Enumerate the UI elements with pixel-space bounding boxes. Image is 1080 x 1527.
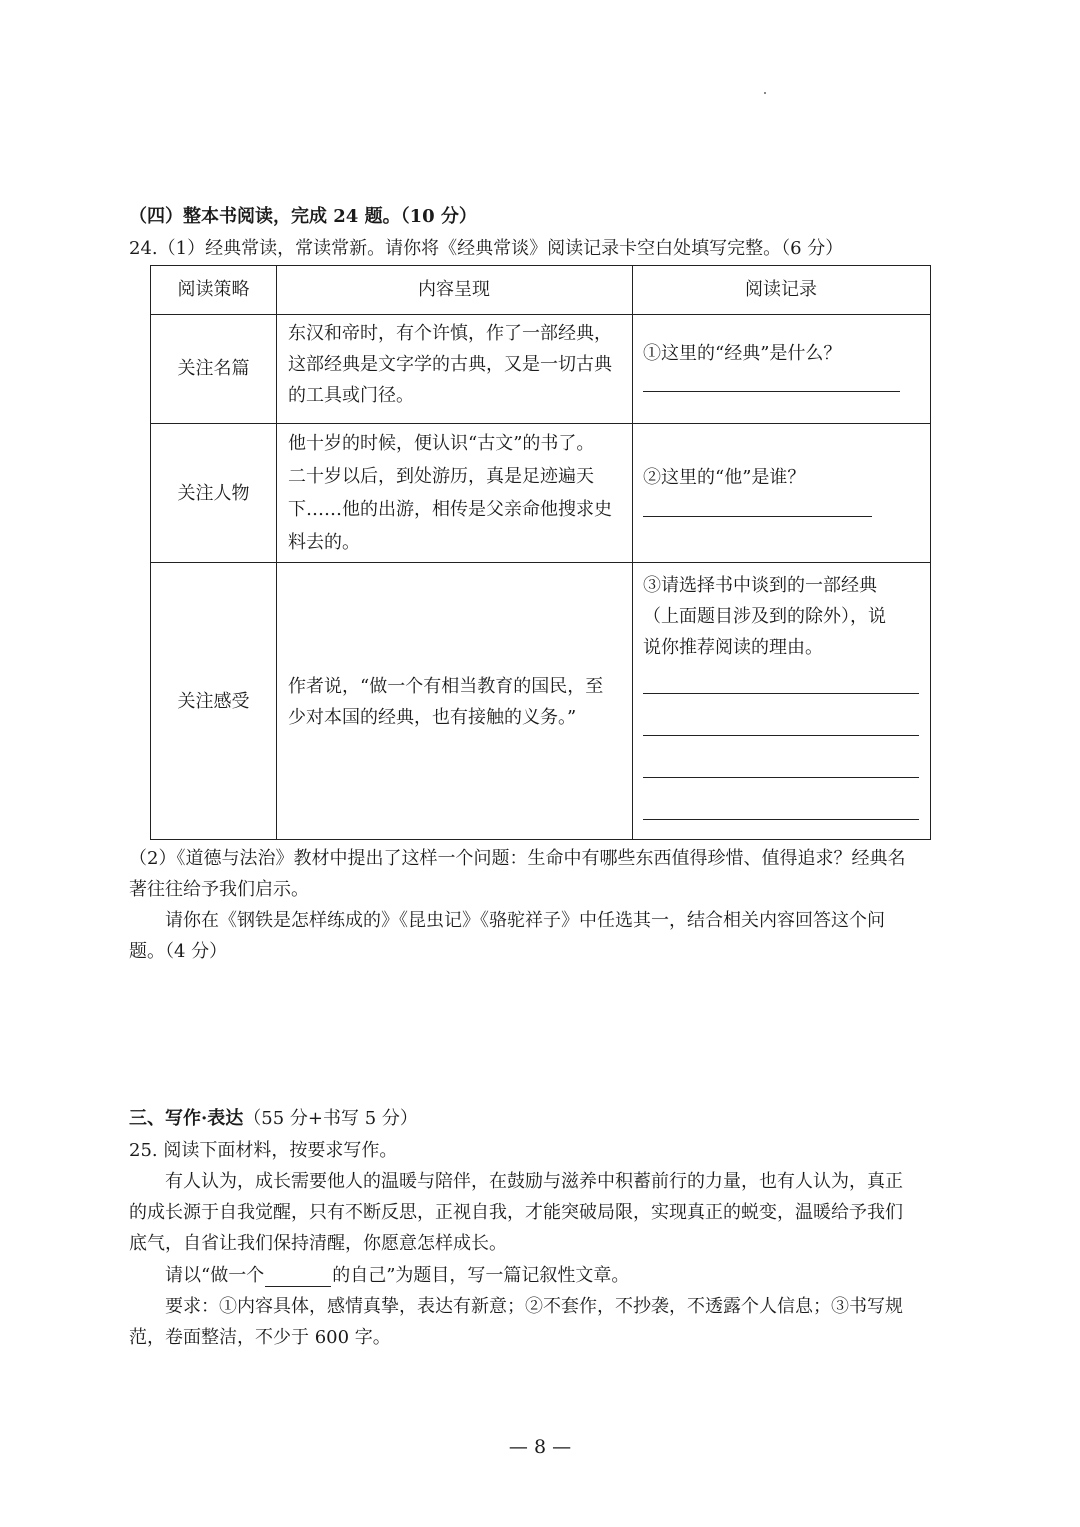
answer-blank[interactable] xyxy=(643,391,900,392)
table-divider xyxy=(151,562,930,563)
table-divider xyxy=(632,266,633,839)
answer-blank[interactable] xyxy=(643,819,919,820)
title-blank[interactable] xyxy=(265,1268,331,1287)
question-24-part-1: 24.（1）经典常读，常读常新。请你将《经典常谈》阅读记录卡空白处填写完整。（6 分） xyxy=(129,238,844,259)
content-line: 他十岁的时候，便认识“古文”的书了。 xyxy=(288,433,595,454)
requirement-line: 要求：①内容具体，感情真挚，表达有新意；②不套作，不抄袭，不透露个人信息；③书写规 xyxy=(165,1296,903,1317)
strategy-cell: 关注名篇 xyxy=(177,358,250,379)
question-line: 著往往给予我们启示。 xyxy=(129,879,309,900)
record-line: ③请选择书中谈到的一部经典 xyxy=(643,575,877,596)
question-24-part-2 xyxy=(129,843,905,967)
strategy-cell: 关注人物 xyxy=(177,483,250,504)
writing-requirements xyxy=(129,1291,903,1353)
material-line: 的成长源于自我觉醒，只有不断反思，正视自我，才能突破局限，实现真正的蜕变，温暖给予我们 xyxy=(129,1202,903,1223)
content-cell xyxy=(288,427,612,559)
section-3-title: 三、写作·表达 xyxy=(129,1108,244,1129)
record-prompt: ②这里的“他”是谁？ xyxy=(643,467,806,488)
content-line: 的工具或门径。 xyxy=(288,385,414,406)
record-prompt xyxy=(643,570,886,663)
content-cell xyxy=(288,318,612,411)
material-line: 底气，自省让我们保持清醒，你愿意怎样成长。 xyxy=(129,1233,507,1254)
question-25: 25. 阅读下面材料，按要求写作。 xyxy=(129,1140,398,1161)
content-line: 下……他的出游，相传是父亲命他搜求史 xyxy=(288,499,612,520)
table-header: 阅读策略 xyxy=(177,279,250,300)
writing-material xyxy=(129,1166,903,1259)
answer-blank[interactable] xyxy=(643,693,919,694)
section-4-heading: （四）整本书阅读，完成 24 题。（10 分） xyxy=(129,206,477,227)
writing-prompt xyxy=(165,1265,629,1287)
table-divider xyxy=(151,314,930,315)
answer-blank[interactable] xyxy=(643,516,872,517)
record-prompt: ①这里的“经典”是什么？ xyxy=(643,343,842,364)
table-header: 阅读记录 xyxy=(745,279,817,300)
strategy-cell: 关注感受 xyxy=(177,691,250,712)
content-line: 作者说，“做一个有相当教育的国民，至 xyxy=(288,676,604,697)
record-line: 说你推荐阅读的理由。 xyxy=(643,637,823,658)
answer-blank[interactable] xyxy=(643,735,919,736)
section-3-heading xyxy=(129,1108,418,1130)
content-line: 少对本国的经典，也有接触的义务。” xyxy=(288,707,577,728)
content-line: 料去的。 xyxy=(288,532,360,553)
question-line: （2）《道德与法治》教材中提出了这样一个问题：生命中有哪些东西值得珍惜、值得追求？经典名 xyxy=(129,848,906,869)
question-line: 请你在《钢铁是怎样练成的》《昆虫记》《骆驼祥子》中任选其一，结合相关内容回答这个问 xyxy=(165,910,885,931)
content-line: 东汉和帝时，有个许慎，作了一部经典， xyxy=(288,323,612,344)
question-line: 题。（4 分） xyxy=(129,941,228,962)
material-line: 有人认为，成长需要他人的温暖与陪伴，在鼓励与滋养中积蓄前行的力量，也有人认为，真正 xyxy=(165,1171,903,1192)
prompt-text: 的自己”为题目，写一篇记叙性文章。 xyxy=(332,1265,630,1286)
content-cell xyxy=(288,671,603,733)
table-header: 内容呈现 xyxy=(418,279,490,300)
answer-blank[interactable] xyxy=(643,777,919,778)
section-3-score: （55 分+书写 5 分） xyxy=(243,1108,418,1129)
record-line: （上面题目涉及到的除外），说 xyxy=(643,606,886,627)
table-divider xyxy=(151,423,930,424)
prompt-text: 请以“做一个 xyxy=(165,1265,265,1286)
content-line: 这部经典是文字学的古典，又是一切古典 xyxy=(288,354,612,375)
page-number: — 8 — xyxy=(508,1436,572,1458)
scan-speck xyxy=(764,92,766,94)
requirement-line: 范，卷面整洁，不少于 600 字。 xyxy=(129,1327,391,1348)
content-line: 二十岁以后，到处游历，真是足迹遍天 xyxy=(288,466,594,487)
table-divider xyxy=(276,266,277,839)
reading-record-table xyxy=(150,265,931,840)
